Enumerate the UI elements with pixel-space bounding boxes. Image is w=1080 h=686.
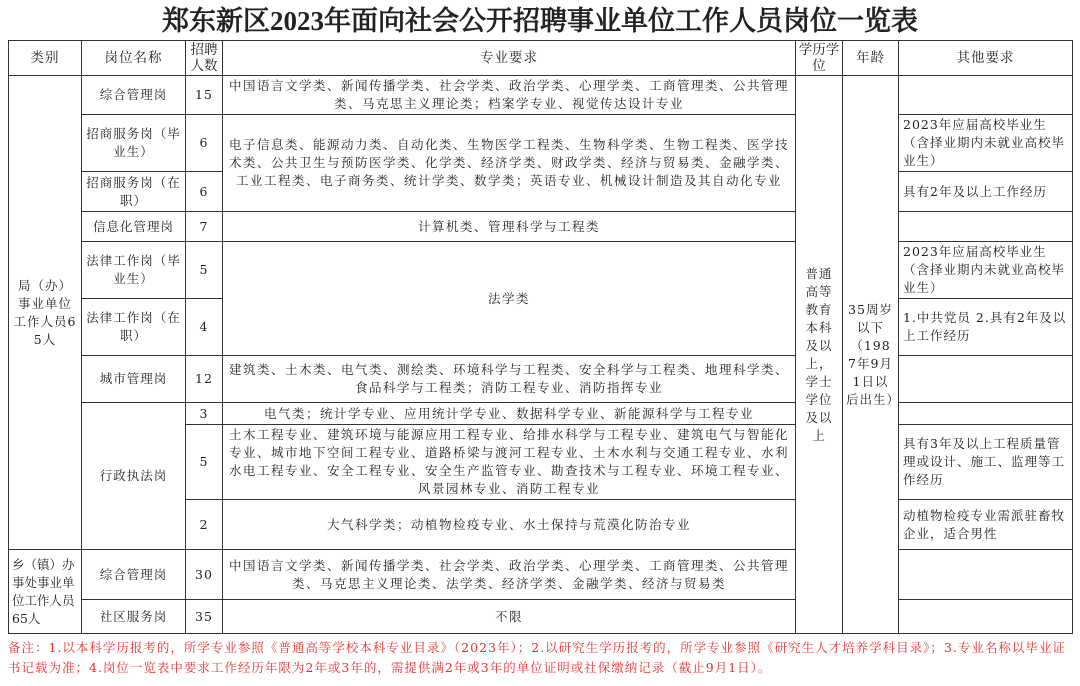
other-cell: 1.中共党员 2.具有2年及以上工作经历 (899, 299, 1073, 356)
other-cell: 具有3年及以上工程质量管理或设计、施工、监理等工作经历 (899, 425, 1073, 500)
other-cell: 动植物检疫专业需派驻畜牧企业，适合男性 (899, 500, 1073, 550)
header-education: 学历学位 (796, 41, 843, 76)
table-row (9, 212, 1073, 242)
count-cell: 6 (186, 172, 223, 212)
table-row (9, 550, 1073, 600)
table-row (9, 76, 1073, 115)
major-cell: 不限 (223, 600, 796, 634)
header-category: 类别 (9, 41, 82, 76)
count-cell: 5 (186, 242, 223, 299)
major-cell: 中国语言文学类、新闻传播学类、社会学类、政治学类、心理学类、工商管理类、公共管理类、马克思主义理论类；档案学专业、视觉传达设计专业 (223, 76, 796, 115)
footnote: 备注：1.以本科学历报考的，所学专业参照《普通高等学校本科专业目录》（2023年）；2.以研究生学历报考的，所学专业参照《研究生人才培养学科目录》；3.专业名称以毕业证书记载为准；4.岗位一览表中要求工作经历年限为2年或3年的，需提供满2年或3年的单位证明或社保缴纳记录（截止9月1日）。 (8, 640, 1066, 675)
count-cell: 35 (186, 600, 223, 634)
major-cell: 建筑类、土木类、电气类、测绘类、环境科学与工程类、安全科学与工程类、地理科学类、食品科学与工程类；消防工程专业、消防指挥专业 (223, 356, 796, 403)
positions-table (8, 40, 1073, 634)
other-cell (899, 403, 1073, 425)
count-cell: 6 (186, 115, 223, 172)
age-cell: 35周岁以下（1987年9月1日以后出生） (843, 76, 899, 634)
post-cell: 法律工作岗（毕业生） (82, 242, 186, 299)
major-cell: 电子信息类、能源动力类、自动化类、生物医学工程类、生物科学类、生物工程类、医学技术类、公共卫生与预防医学类、化学类、经济学类、财政学类、经济与贸易类、金融学类、工业工程类、电子商务类、统计学类、数学类；英语专业、机械设计制造及其自动化专业 (223, 115, 796, 212)
count-cell: 4 (186, 299, 223, 356)
count-cell: 30 (186, 550, 223, 600)
other-cell: 2023年应届高校毕业生（含择业期内未就业高校毕业生） (899, 115, 1073, 172)
other-cell (899, 550, 1073, 600)
count-cell: 15 (186, 76, 223, 115)
header-count: 招聘人数 (186, 41, 223, 76)
category-cell: 局（办）事业单位工作人员65人 (9, 76, 82, 550)
post-cell: 社区服务岗 (82, 600, 186, 634)
other-cell: 具有2年及以上工作经历 (899, 172, 1073, 212)
table-row (9, 600, 1073, 634)
major-cell: 电气类；统计学专业、应用统计学专业、数据科学专业、新能源科学与工程专业 (223, 403, 796, 425)
header-other: 其他要求 (899, 41, 1073, 76)
post-cell: 招商服务岗（毕业生） (82, 115, 186, 172)
table-row (9, 115, 1073, 172)
post-cell: 综合管理岗 (82, 550, 186, 600)
post-cell: 信息化管理岗 (82, 212, 186, 242)
count-cell: 3 (186, 403, 223, 425)
count-cell: 7 (186, 212, 223, 242)
header-post: 岗位名称 (82, 41, 186, 76)
count-cell: 2 (186, 500, 223, 550)
other-cell (899, 356, 1073, 403)
table-row (9, 242, 1073, 299)
major-cell: 法学类 (223, 242, 796, 356)
other-cell (899, 212, 1073, 242)
table-header (9, 41, 1073, 76)
post-cell: 综合管理岗 (82, 76, 186, 115)
post-cell: 城市管理岗 (82, 356, 186, 403)
page-title: 郑东新区2023年面向社会公开招聘事业单位工作人员岗位一览表 (162, 6, 918, 36)
header-major: 专业要求 (223, 41, 796, 76)
count-cell: 12 (186, 356, 223, 403)
count-cell: 5 (186, 425, 223, 500)
post-cell: 法律工作岗（在职） (82, 299, 186, 356)
post-cell: 招商服务岗（在职） (82, 172, 186, 212)
category-cell: 乡（镇）办事处事业单位工作人员65人 (9, 550, 82, 634)
post-cell: 行政执法岗 (82, 403, 186, 550)
major-cell: 计算机类、管理科学与工程类 (223, 212, 796, 242)
other-cell (899, 600, 1073, 634)
table-row (9, 356, 1073, 403)
other-cell: 2023年应届高校毕业生（含择业期内未就业高校毕业生） (899, 242, 1073, 299)
header-age: 年龄 (843, 41, 899, 76)
major-cell: 大气科学类；动植物检疫专业、水土保持与荒漠化防治专业 (223, 500, 796, 550)
major-cell: 中国语言文学类、新闻传播学类、社会学类、政治学类、心理学类、工商管理类、公共管理类、马克思主义理论类、法学类、经济学类、金融学类、经济与贸易类 (223, 550, 796, 600)
major-cell: 土木工程专业、建筑环境与能源应用工程专业、给排水科学与工程专业、建筑电气与智能化专业、城市地下空间工程专业、道路桥梁与渡河工程专业、土木水利与交通工程专业、水利水电工程专业、安全工程专业、安全生产监管专业、勘查技术与工程专业、环境工程专业、风景园林专业、消防工程专业 (223, 425, 796, 500)
education-cell: 普通高等教育本科及以上，学士学位及以上 (796, 76, 843, 634)
other-cell (899, 76, 1073, 115)
table-row (9, 403, 1073, 425)
